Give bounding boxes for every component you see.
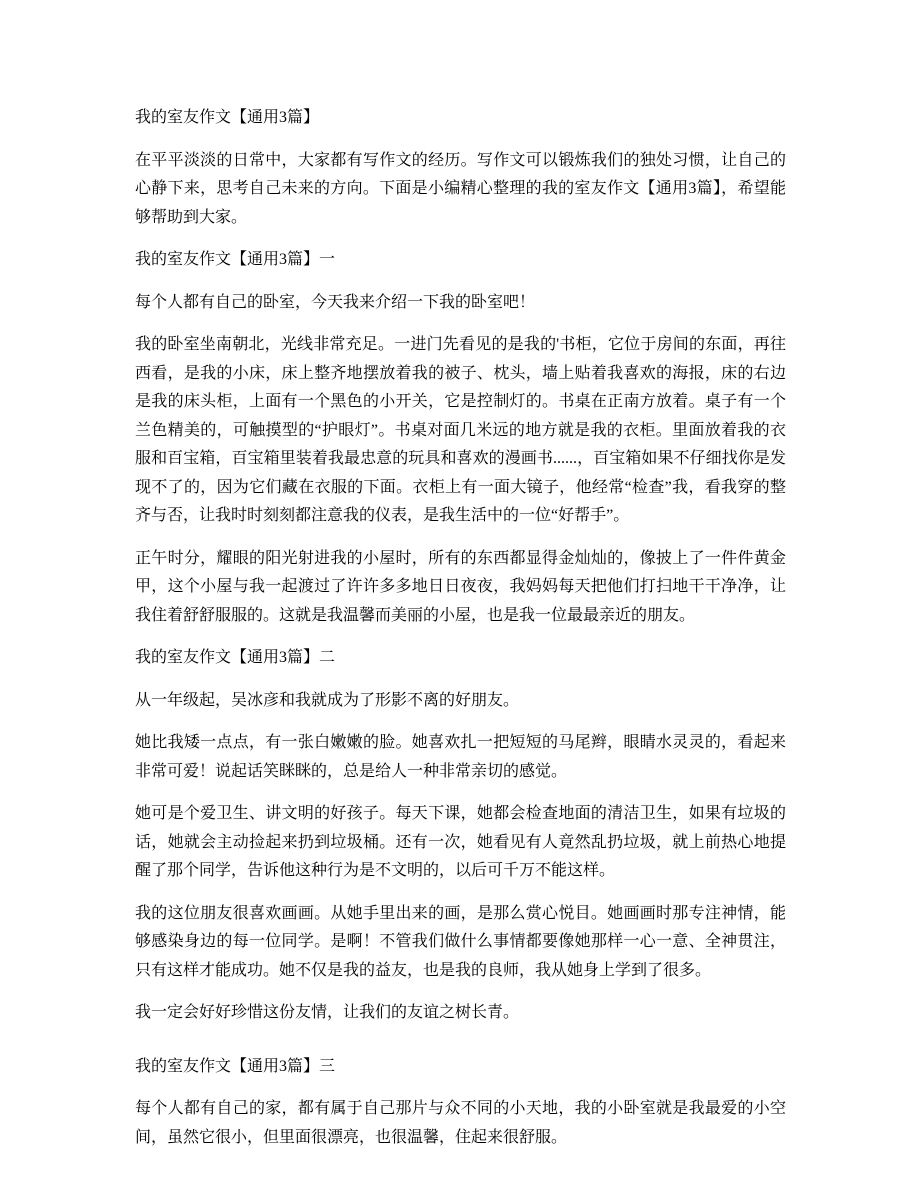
- paragraph: 我的卧室坐南朝北，光线非常充足。一进门先看见的是我的'书柜，它位于房间的东面，再往西看，是我的小床，床上整齐地摆放着我的被子、枕头，墙上贴着我喜欢的海报，床的右边是我的床头柜，上面有一个黑色的小开关，它是控制灯的。书桌在正南方放着。桌子有一个兰色精美的，可触摸型的“护眼灯”。书桌对面几米远的地方就是我的衣柜。里面放着我的衣服和百宝箱，百宝箱里装着我最忠意的玩具和喜欢的漫画书......，百宝箱如果不仔细找你是发现不了的，因为它们藏在衣服的下面。衣柜上有一面大镜子，他经常“检查”我，看我穿的整齐与否，让我时时刻刻都注意我的仪表，是我生活中的一位“好帮手”。: [135, 336, 786, 524]
- intro-paragraph: 在平平淡淡的日常中，大家都有写作文的经历。写作文可以锻炼我们的独处习惯，让自己的心静下来，思考自己未来的方向。下面是小编精心整理的我的室友作文【通用3篇】，希望能够帮助到大家。: [135, 151, 786, 226]
- paragraph: 我一定会好好珍惜这份友情，让我们的友谊之树长青。: [135, 1004, 520, 1021]
- section-heading-essay-1: 我的室友作文【通用3篇】一: [135, 251, 336, 268]
- section-heading-essay-2: 我的室友作文【通用3篇】二: [135, 649, 336, 666]
- paragraph: 每个人都有自己的卧室，今天我来介绍一下我的卧室吧！: [135, 293, 536, 311]
- section-heading-essay-3: 我的室友作文【通用3篇】三: [135, 1057, 336, 1075]
- document-title: 我的室友作文【通用3篇】: [135, 109, 320, 126]
- paragraph: 从一年级起，吴冰彦和我就成为了形影不离的好朋友。: [135, 691, 520, 709]
- paragraph: 她可是个爱卫生、讲文明的好孩子。每天下课，她都会检查地面的清洁卫生，如果有垃圾的话，她就会主动捡起来扔到垃圾桶。还有一次，她看见有人竟然乱扔垃圾，就上前热心地提醒了那个同学，告诉他这种行为是不文明的，以后可千万不能这样。: [135, 805, 786, 879]
- paragraph: 她比我矮一点点，有一张白嫩嫩的脸。她喜欢扎一把短短的马尾辫，眼睛水灵灵的，看起来非常可爱！说起话笑眯眯的，总是给人一种非常亲切的感觉。: [135, 734, 786, 780]
- paragraph: 每个人都有自己的家，都有属于自己那片与众不同的小天地，我的小卧室就是我最爱的小空间，虽然它很小，但里面很漂亮，也很温馨，住起来很舒服。: [135, 1100, 786, 1146]
- paragraph: 正午时分，耀眼的阳光射进我的小屋时，所有的东西都显得金灿灿的，像披上了一件件黄金甲，这个小屋与我一起渡过了许许多多地日日夜夜，我妈妈每天把他们打扫地干干净净，让我住着舒舒服服的。这就是我温馨而美丽的小屋，也是我一位最最亲近的朋友。: [135, 549, 786, 624]
- paragraph: 我的这位朋友很喜欢画画。从她手里出来的画，是那么赏心悦目。她画画时那专注神情，能够感染身边的每一位同学。是啊！不管我们做什么事情都要像她那样一心一意、全神贯注，只有这样才能成功。她不仅是我的益友，也是我的良师，我从她身上学到了很多。: [135, 904, 786, 979]
